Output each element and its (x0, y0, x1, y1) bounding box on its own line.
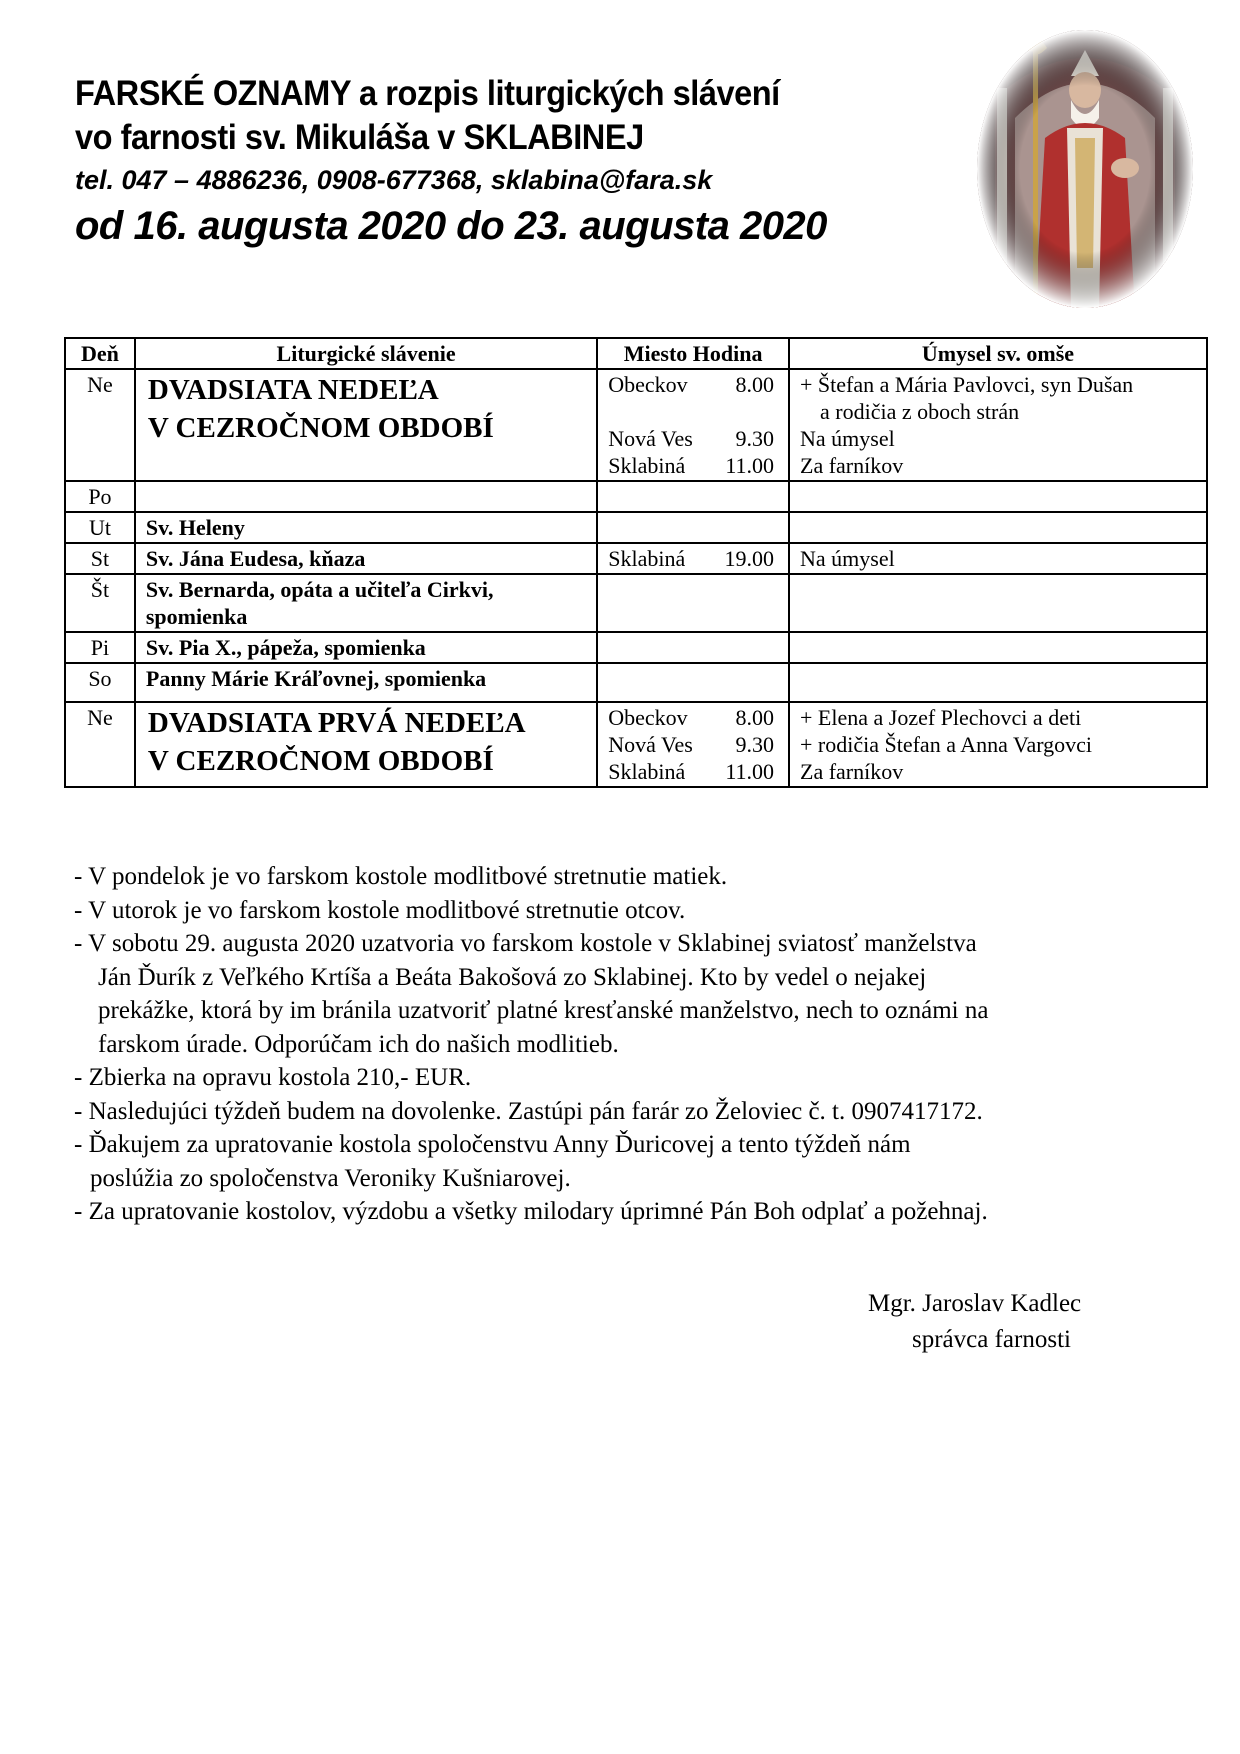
notice-item: - Zbierka na opravu kostola 210,- EUR. (74, 1064, 472, 1091)
place-time-cell (597, 369, 789, 481)
time: 9.30 (735, 426, 774, 451)
intention-cell (789, 702, 1207, 787)
date-range: od 16. augusta 2020 do 23. augusta 2020 (75, 204, 827, 248)
place: Nová Ves (608, 426, 693, 451)
time: 8.00 (735, 372, 774, 397)
table-row (65, 512, 1207, 543)
table-row (65, 632, 1207, 663)
contact-line: tel. 047 – 4886236, 0908-677368, sklabina@fara.sk (75, 165, 713, 195)
notice-continuation: farskom úrade. Odporúčam ich do našich modlitieb. (98, 1030, 619, 1058)
header-day: Deň (65, 338, 135, 369)
liturgy-cell (135, 632, 597, 663)
day-cell: Št (65, 574, 135, 632)
time: 11.00 (725, 759, 774, 784)
time: 19.00 (724, 546, 774, 571)
header-intention: Úmysel sv. omše (789, 338, 1207, 369)
title-line-1: FARSKÉ OZNAMY a rozpis liturgických slávení (75, 74, 780, 113)
intention: Na úmysel (800, 426, 895, 451)
table-row (65, 663, 1207, 702)
liturgy-cell (135, 512, 597, 543)
table-row (65, 481, 1207, 512)
notice-item: - V sobotu 29. augusta 2020 uzatvoria vo farskom kostole v Sklabinej sviatosť manželstva (74, 930, 977, 957)
intention: Za farníkov (800, 759, 904, 784)
liturgy-cell (135, 663, 597, 702)
time: 9.30 (735, 732, 774, 757)
day-cell: Po (65, 481, 135, 512)
time: 11.00 (725, 453, 774, 478)
place-time-entry (604, 425, 782, 452)
intention: a rodičia z oboch strán (820, 399, 1020, 424)
place-time-cell (597, 702, 789, 787)
intention-cell (789, 369, 1207, 481)
intention-cell (789, 543, 1207, 574)
liturgy-text: Panny Márie Kráľovnej, spomienka (145, 666, 487, 691)
signature-name: Mgr. Jaroslav Kadlec (868, 1290, 1082, 1317)
place: Nová Ves (608, 732, 693, 757)
day-cell: St (65, 543, 135, 574)
liturgy-title: DVADSIATA NEDEĽA (147, 374, 439, 406)
day-cell: So (65, 663, 135, 702)
header-liturgy: Liturgické slávenie (135, 338, 597, 369)
liturgy-subtitle: V CEZROČNOM OBDOBÍ (147, 412, 494, 444)
liturgy-cell (135, 702, 597, 787)
table-row (65, 369, 1207, 481)
intention: + rodičia Štefan a Anna Vargovci (800, 732, 1093, 757)
place: Obeckov (608, 372, 688, 397)
day-cell: Pi (65, 632, 135, 663)
intention-cell (789, 481, 1207, 512)
liturgy-cell (135, 543, 597, 574)
notices (74, 860, 1194, 1229)
intention: + Elena a Jozef Plechovci a deti (800, 705, 1082, 730)
intention: Na úmysel (800, 546, 895, 571)
place-time-entry (604, 545, 782, 572)
place-time-cell (597, 512, 789, 543)
header-place-time: Miesto Hodina (597, 338, 789, 369)
notice-item: - V utorok je vo farskom kostole modlitbové stretnutie otcov. (74, 896, 686, 924)
place-time-cell (597, 481, 789, 512)
notice-item: - Ďakujem za upratovanie kostola spoločenstvu Anny Ďuricovej a tento týždeň nám (74, 1131, 911, 1158)
signature-role: správca farnosti (912, 1326, 1071, 1353)
liturgy-text: spomienka (145, 604, 248, 629)
title-line-2: vo farnosti sv. Mikuláša v SKLABINEJ (75, 118, 644, 157)
time: 8.00 (735, 705, 774, 730)
notice-item: - Nasledujúci týždeň budem na dovolenke. Zastúpi pán farár zo Želoviec č. t. 0907417172. (74, 1097, 983, 1125)
notice-item: - V pondelok je vo farskom kostole modlitbové stretnutie matiek. (74, 863, 728, 890)
intention: + Štefan a Mária Pavlovci, syn Dušan (800, 372, 1134, 397)
place: Sklabiná (608, 759, 686, 784)
liturgy-text: Sv. Pia X., pápeža, spomienka (145, 635, 426, 660)
liturgy-cell (135, 574, 597, 632)
liturgy-cell (135, 481, 597, 512)
liturgy-title: DVADSIATA PRVÁ NEDEĽA (147, 707, 526, 739)
liturgy-text: Sv. Jána Eudesa, kňaza (145, 546, 366, 571)
notice-continuation: Ján Ďurík z Veľkého Krtíša a Beáta Bakošová zo Sklabinej. Kto by vedel o nejakej (98, 963, 927, 991)
notice-continuation: prekážke, ktorá by im bránila uzatvoriť platné kresťanské manželstvo, nech to oznámi na (98, 997, 989, 1024)
day-cell: Ut (65, 512, 135, 543)
place-time-cell (597, 663, 789, 702)
day-cell: Ne (65, 702, 135, 787)
table-row (65, 574, 1207, 632)
intention-cell (789, 512, 1207, 543)
liturgy-subtitle: V CEZROČNOM OBDOBÍ (147, 745, 494, 777)
table-row (65, 702, 1207, 787)
intention-cell (789, 574, 1207, 632)
intention: Za farníkov (800, 453, 904, 478)
place-time-cell (597, 574, 789, 632)
place: Sklabiná (608, 453, 686, 478)
saint-nicholas-image (975, 28, 1195, 310)
place-time-entry (604, 452, 782, 479)
place-time-cell (597, 632, 789, 663)
notice-continuation: poslúžia zo spoločenstva Veroniky Kušniarovej. (90, 1164, 571, 1192)
place-time-entry (604, 731, 782, 758)
place-time-entry (604, 758, 782, 785)
signature (868, 1286, 1081, 1358)
table-header-row (65, 338, 1207, 369)
table-row (65, 543, 1207, 574)
header (75, 72, 975, 250)
place: Obeckov (608, 705, 688, 730)
place-time-entry (604, 371, 782, 398)
intention-cell (789, 663, 1207, 702)
liturgy-text: Sv. Heleny (145, 515, 245, 540)
liturgy-schedule-table (64, 337, 1208, 788)
place-time-entry (604, 704, 782, 731)
intention-cell (789, 632, 1207, 663)
liturgy-cell (135, 369, 597, 481)
place-time-cell (597, 543, 789, 574)
notice-item: - Za upratovanie kostolov, výzdobu a všetky milodary úprimné Pán Boh odplať a požehnaj. (74, 1198, 988, 1225)
place: Sklabiná (608, 546, 686, 571)
day-cell: Ne (65, 369, 135, 481)
liturgy-text: Sv. Bernarda, opáta a učiteľa Cirkvi, (145, 577, 494, 602)
